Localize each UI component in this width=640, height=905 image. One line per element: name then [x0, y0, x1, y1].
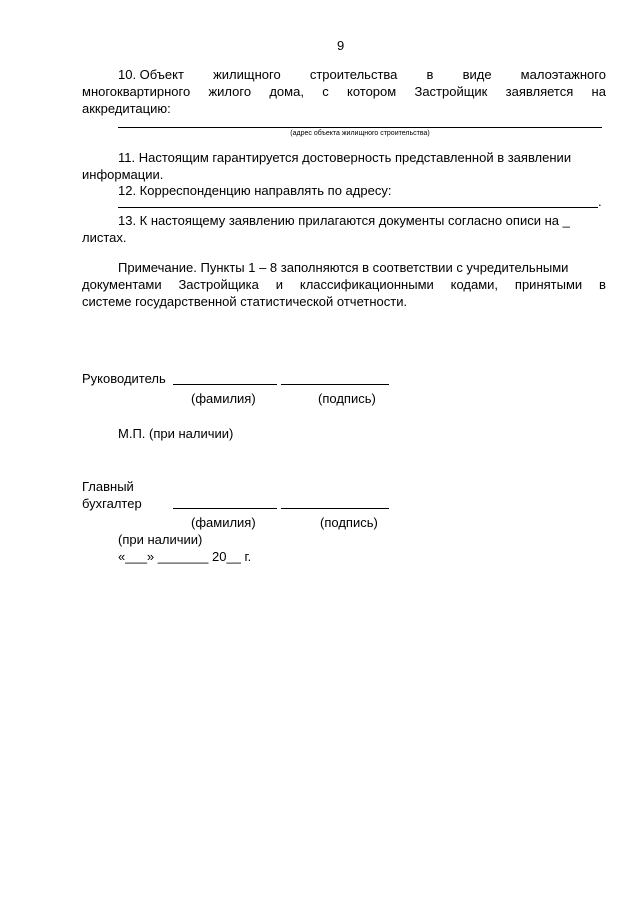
- accountant-signature-line[interactable]: [281, 508, 389, 509]
- note-line3: системе государственной статистической отчетности.: [82, 294, 408, 309]
- item10-word: виде: [462, 67, 492, 82]
- item10-word: дома,: [269, 84, 304, 99]
- director-signature-caption: (подпись): [318, 391, 376, 406]
- director-surname-caption: (фамилия): [191, 391, 256, 406]
- item10-word: в: [426, 67, 434, 82]
- item10-line3: аккредитацию:: [82, 101, 171, 116]
- director-label: Руководитель: [82, 371, 166, 386]
- director-surname-line[interactable]: [173, 384, 277, 385]
- item10-word: на: [591, 84, 606, 99]
- note-word: кодами,: [450, 277, 499, 292]
- note-line1: Примечание. Пункты 1 – 8 заполняются в соответствии с учредительными: [118, 260, 569, 275]
- item13-line2: листах.: [82, 230, 127, 245]
- item10-word: котором: [346, 84, 397, 99]
- accountant-label-line2: бухгалтер: [82, 496, 142, 511]
- date-line[interactable]: «___» _______ 20__ г.: [118, 549, 252, 564]
- item10-word: с: [322, 84, 329, 99]
- correspondence-address-line[interactable]: [118, 207, 598, 208]
- director-signature-line[interactable]: [281, 384, 389, 385]
- item12-line1: 12. Корреспонденцию направлять по адресу:: [118, 183, 392, 198]
- item10-word: строительства: [309, 67, 398, 82]
- accountant-signature-caption: (подпись): [320, 515, 378, 530]
- note-word: документами: [82, 277, 162, 292]
- note-word: принятыми: [514, 277, 583, 292]
- item10-word: жилого: [208, 84, 252, 99]
- note-word: и: [275, 277, 283, 292]
- note-word: в: [599, 277, 606, 292]
- item10-line2: [82, 83, 606, 100]
- stamp-label: М.П. (при наличии): [118, 426, 234, 441]
- accountant-if-any: (при наличии): [118, 532, 203, 547]
- accountant-surname-line[interactable]: [173, 508, 277, 509]
- accountant-label-line1: Главный: [82, 479, 134, 494]
- item10-word: многоквартирного: [82, 84, 191, 99]
- item10-word: 10. Объект: [118, 67, 184, 82]
- note-line2: [82, 276, 606, 293]
- item10-word: жилищного: [213, 67, 281, 82]
- item12-end-period: .: [598, 194, 602, 209]
- item13-line1: 13. К настоящему заявлению прилагаются документы согласно описи на _: [118, 213, 570, 228]
- note-word: Застройщика: [178, 277, 259, 292]
- page-number: 9: [337, 38, 345, 53]
- item10-line1: [82, 66, 606, 83]
- address-object-caption: (адрес объекта жилищного строительства): [290, 130, 430, 137]
- item10-word: заявляется: [505, 84, 574, 99]
- address-object-line[interactable]: [118, 127, 602, 128]
- item10-word: Застройщик: [414, 84, 488, 99]
- item11-line1: 11. Настоящим гарантируется достоверность представленной в заявлении: [118, 150, 572, 165]
- note-word: классификационными: [299, 277, 434, 292]
- item11-line2: информации.: [82, 167, 164, 182]
- item10-word: малоэтажного: [520, 67, 606, 82]
- accountant-surname-caption: (фамилия): [191, 515, 256, 530]
